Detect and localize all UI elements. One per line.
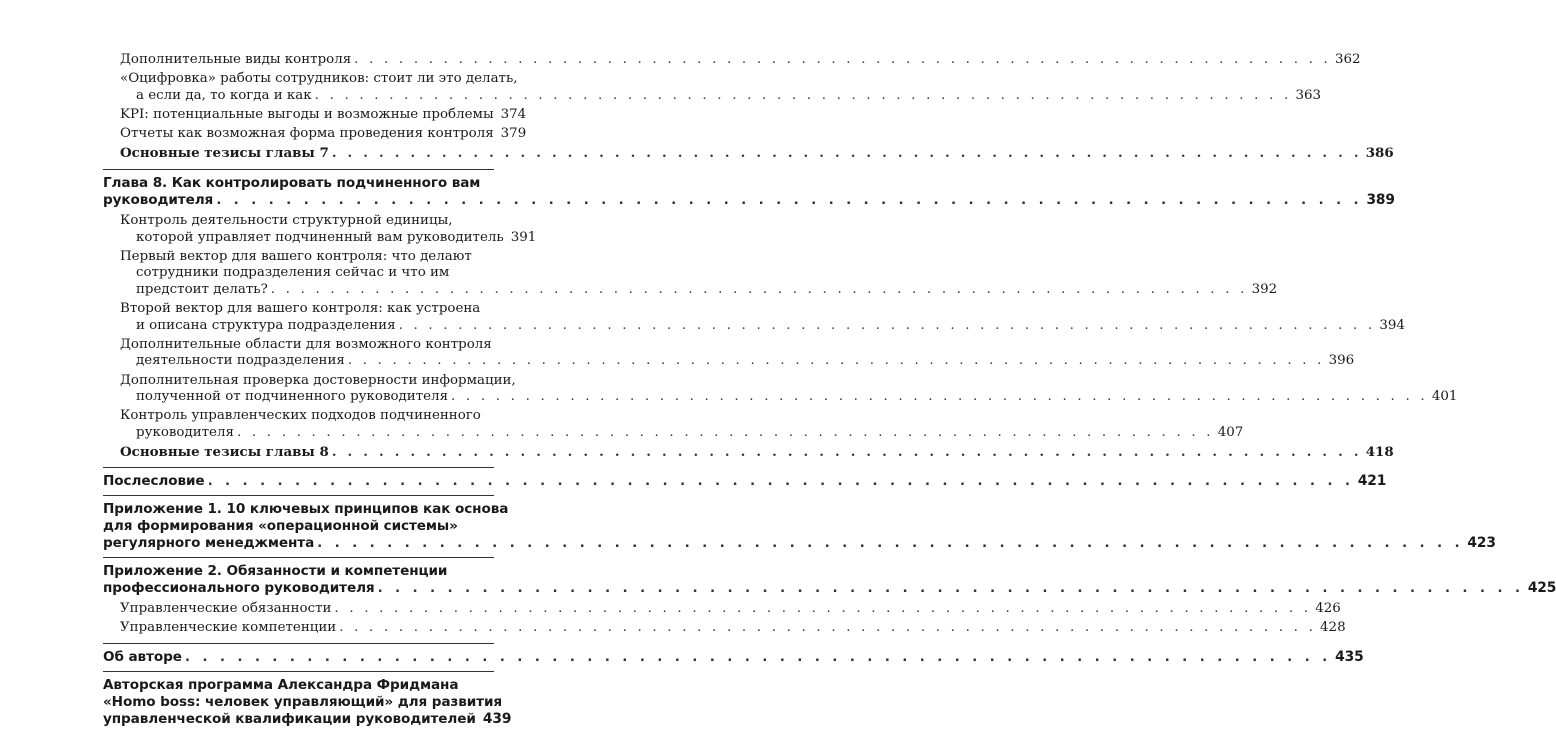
dot-leader: . . . . . . . . . . . . . . . . . . . . . . . . . . . . . . . . . . . . . . . . . . . . . . . . . . . . . . . . . . . . . . . . . .: [270, 281, 1248, 297]
toc-entry-title: Контроль деятельности структурной единицы,: [120, 212, 453, 228]
toc-page-number: 394: [1379, 317, 1405, 333]
toc-chapter-title-cont: руководителя: [103, 191, 214, 208]
toc-entry-management-approaches[interactable]: [103, 408, 1244, 441]
toc-entry-title: Первый вектор для вашего контроля: что делают: [120, 248, 472, 264]
toc-author-program[interactable]: [103, 676, 512, 728]
toc-entry-verification[interactable]: [103, 372, 1458, 406]
toc-entry-kpi[interactable]: [103, 106, 527, 124]
toc-entry-title: «Оцифровка» работы сотрудников: стоит ли это делать,: [120, 71, 518, 87]
toc-page-number: 425: [1527, 579, 1556, 596]
toc-entry-unit-control[interactable]: [103, 212, 537, 246]
toc-about-author[interactable]: [103, 648, 1364, 666]
toc-entry-title: Отчеты как возможная форма проведения контроля: [120, 126, 494, 142]
toc-entry-title-cont: предстоит делать?: [136, 281, 268, 297]
toc-chapter-title-cont: для формирования «операционной системы»: [103, 517, 458, 534]
toc-page-number: 396: [1328, 353, 1355, 369]
toc-entry-title: Основные тезисы главы 8: [120, 444, 329, 461]
toc-entry-title: Основные тезисы главы 7: [120, 145, 329, 162]
toc-chapter-title: Глава 8. Как контролировать подчиненного вам: [103, 174, 481, 191]
toc-entry-title-cont: и описана структура подразделения: [136, 317, 396, 333]
toc-entry-title: KPI: потенциальные выгоды и возможные проблемы: [120, 106, 494, 122]
toc-entry-competencies[interactable]: [103, 620, 1346, 637]
toc-page-number: 363: [1295, 87, 1322, 103]
toc-chapter-title: Послесловие: [103, 472, 205, 489]
toc-chapter-title-cont: «Homo boss: человек управляющий» для развития: [103, 693, 502, 710]
toc-entry-duties[interactable]: [103, 600, 1341, 618]
dot-leader: . . . . . . . . . . . . . . . . . . . . . . . . . . . . . . . . . . . . . . . . . . . . . . . . . . . . . . . . . . . . . . . . . .: [354, 52, 1331, 67]
toc-entry-title-cont: руководителя: [136, 425, 234, 441]
toc-entry-first-vector[interactable]: [103, 248, 1278, 299]
dot-leader: . . . . . . . . . . . . . . . . . . . . . . . . . . . . . . . . . . . . . . . . . . . . . . . . . . . . . . . . . . . . . . . . . .: [236, 425, 1214, 441]
toc-page-number: 391: [510, 229, 537, 245]
toc-page-number: 392: [1251, 281, 1278, 297]
toc-appendix-2[interactable]: [103, 562, 1556, 597]
toc-page-number: 362: [1334, 52, 1361, 67]
toc-page-number: 426: [1315, 600, 1341, 616]
toc-chapter-title: Об авторе: [103, 648, 182, 665]
toc-page-number: 401: [1431, 389, 1458, 405]
toc-page-number: 435: [1335, 648, 1364, 665]
toc-chapter-8[interactable]: [103, 174, 1395, 209]
toc-entry-title-cont: деятельности подразделения: [136, 353, 345, 369]
dot-leader: . . . . . . . . . . . . . . . . . . . . . . . . . . . . . . . . . . . . . . . . . . . . . . . . . . . . . . . . . . . . . . . . . .: [331, 444, 1362, 461]
toc-entry-theses-ch8[interactable]: [103, 444, 1394, 461]
dot-leader: . . . . . . . . . . . . . . . . . . . . . . . . . . . . . . . . . . . . . . . . . . . . . . . . . . . . . . . . . . . . . . . . . .: [331, 145, 1362, 162]
toc-appendix-1[interactable]: [103, 500, 1496, 552]
toc-page-number: 389: [1366, 191, 1395, 208]
toc-chapter-title-cont: профессионального руководителя: [103, 579, 375, 596]
toc-entry-additional-control[interactable]: [103, 52, 1361, 69]
dot-leader: . . . . . . . . . . . . . . . . . . . . . . . . . . . . . . . . . . . . . . . . . . . . . . . . . . . . . . . . . . . . . . . . . .: [451, 389, 1428, 405]
toc-entry-second-vector[interactable]: [103, 301, 1405, 334]
toc-chapter-title: Авторская программа Александра Фридмана: [103, 676, 459, 693]
toc-page-number: 407: [1217, 425, 1244, 441]
toc-page-number: 439: [482, 710, 512, 727]
toc-page-number: 423: [1467, 534, 1496, 551]
dot-leader: . . . . . . . . . . . . . . . . . . . . . . . . . . . . . . . . . . . . . . . . . . . . . . . . . . . . . . . . . . . . . . . . . .: [207, 472, 1354, 489]
toc-entry-digitization[interactable]: [103, 71, 1322, 104]
dot-leader: . . . . . . . . . . . . . . . . . . . . . . . . . . . . . . . . . . . . . . . . . . . . . . . . . . . . . . . . . . . . . . . . . .: [216, 191, 1363, 208]
dot-leader: . . . . . . . . . . . . . . . . . . . . . . . . . . . . . . . . . . . . . . . . . . . . . . . . . . . . . . . . . . . . . . . . . .: [334, 600, 1312, 616]
toc-page-number: 374: [500, 106, 527, 122]
toc-chapter-title: Приложение 2. Обязанности и компетенции: [103, 562, 448, 579]
toc-entry-theses-ch7[interactable]: [103, 145, 1394, 162]
toc-entry-title-cont: а если да, то когда и как: [136, 87, 312, 103]
toc-entry-title: Контроль управленческих подходов подчиненного: [120, 408, 481, 424]
dot-leader: . . . . . . . . . . . . . . . . . . . . . . . . . . . . . . . . . . . . . . . . . . . . . . . . . . . . . . . . . . . . . . . . . .: [314, 87, 1292, 103]
dot-leader: . . . . . . . . . . . . . . . . . . . . . . . . . . . . . . . . . . . . . . . . . . . . . . . . . . . . . . . . . . . . . . . . . .: [347, 353, 1325, 369]
toc-page-number: 386: [1365, 145, 1394, 162]
dot-leader: . . . . . . . . . . . . . . . . . . . . . . . . . . . . . . . . . . . . . . . . . . . . . . . . . . . . . . . . . . . . . . . . . .: [317, 534, 1464, 551]
dot-leader: . . . . . . . . . . . . . . . . . . . . . . . . . . . . . . . . . . . . . . . . . . . . . . . . . . . . . . . . . . . . . . . . . .: [377, 579, 1524, 596]
toc-entry-additional-areas[interactable]: [103, 336, 1355, 370]
toc-entry-title: Дополнительные области для возможного контроля: [120, 336, 492, 352]
toc-page-number: 379: [500, 126, 527, 142]
toc-entry-title: Управленческие компетенции: [120, 620, 337, 635]
toc-page-number: 428: [1320, 620, 1346, 635]
dot-leader: . . . . . . . . . . . . . . . . . . . . . . . . . . . . . . . . . . . . . . . . . . . . . . . . . . . . . . . . . . . . . . . . . .: [398, 317, 1376, 333]
toc-entry-title: Второй вектор для вашего контроля: как устроена: [120, 301, 481, 317]
toc-entry-reports[interactable]: [103, 126, 527, 143]
toc-afterword[interactable]: [103, 472, 1387, 490]
toc-entry-title: Дополнительная проверка достоверности информации,: [120, 372, 516, 388]
toc-chapter-title-cont: регулярного менеджмента: [103, 534, 315, 551]
toc-entry-title-cont: полученной от подчиненного руководителя: [136, 389, 449, 405]
toc-entry-title: Дополнительные виды контроля: [120, 52, 352, 67]
toc-entry-title-cont: которой управляет подчиненный вам руководитель: [136, 229, 504, 245]
toc-entry-title-cont: сотрудники подразделения сейчас и что им: [136, 265, 450, 281]
toc-page-number: 418: [1365, 444, 1394, 461]
toc-page-number: 421: [1357, 472, 1387, 489]
toc-chapter-title: Приложение 1. 10 ключевых принципов как основа: [103, 500, 509, 517]
toc-chapter-title-cont: управленческой квалификации руководителей: [103, 710, 476, 727]
dot-leader: . . . . . . . . . . . . . . . . . . . . . . . . . . . . . . . . . . . . . . . . . . . . . . . . . . . . . . . . . . . . . . . . . .: [184, 648, 1332, 665]
dot-leader: . . . . . . . . . . . . . . . . . . . . . . . . . . . . . . . . . . . . . . . . . . . . . . . . . . . . . . . . . . . . . . . . . .: [339, 620, 1317, 635]
toc-entry-title: Управленческие обязанности: [120, 600, 332, 616]
